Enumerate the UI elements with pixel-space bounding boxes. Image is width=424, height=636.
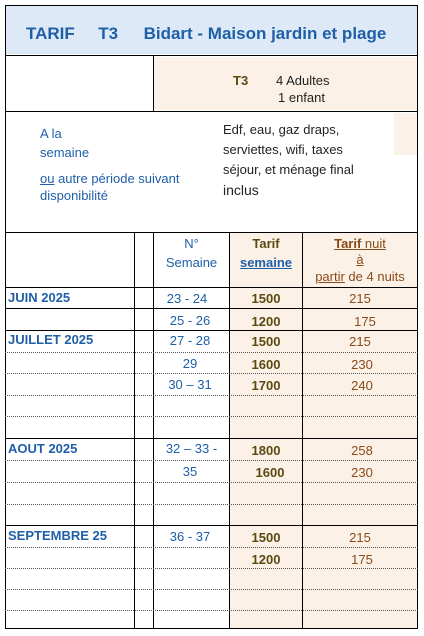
header-tarif-line1: Tarif [252,236,280,251]
row-divider [5,373,418,374]
col-divider-1 [134,232,135,629]
night-cell: 240 [351,378,373,393]
header-week-line1: N° [184,236,199,251]
header-night-a: à [356,252,364,267]
header-night-partir: partir [315,269,345,284]
header-night-line3 [303,269,417,284]
title-tarif: TARIF [26,24,75,43]
summary-children: 1 enfant [278,90,325,105]
night-cell: 258 [351,443,373,458]
night-cell: 215 [349,334,371,349]
header-tarif-line2: semaine [239,255,293,270]
month-juin: JUIN 2025 [8,290,71,305]
note-line-2: semaine [40,145,90,160]
note-line-3-rest: autre période suivant [54,171,180,186]
week-cell: 35 [182,464,198,479]
row-divider [5,330,418,331]
row-divider [5,568,418,569]
included-line-1: Edf, eau, gaz draps, [223,122,340,137]
summary-unit: T3 [233,73,249,88]
title-t3: T3 [98,24,119,43]
night-cell: 215 [349,530,371,545]
row-divider [5,547,418,548]
row-divider [5,589,418,590]
included-line-4: inclus [223,182,259,198]
row-divider [5,352,418,353]
row-divider [5,525,418,526]
divider-summary [5,111,418,112]
tarif-cell: 1500 [251,291,281,306]
divider-summary-col [153,55,154,111]
header-week-line2: Semaine [165,255,218,270]
tarif-cell: 1600 [251,357,281,372]
row-divider [5,482,418,483]
row-divider [5,308,418,309]
week-cell: 25 - 26 [169,313,211,328]
tarif-cell: 1600 [255,465,285,480]
tarif-cell: 1700 [251,378,281,393]
header-night-rest: de 4 nuits [344,269,405,284]
week-cell: 36 - 37 [169,529,211,544]
month-aout: AOUT 2025 [8,441,78,456]
divider-header [5,287,418,288]
header-night-tarif: Tarif [334,236,362,251]
week-cell: 27 - 28 [169,333,211,348]
divider-included [5,232,418,233]
row-divider [5,438,418,439]
tarif-cell: 1500 [251,530,281,545]
row-divider [5,504,418,505]
month-juillet: JUILLET 2025 [8,332,94,347]
summary-adults: 4 Adultes [276,73,330,88]
title-location: Bidart - Maison jardin et plage [143,24,387,43]
week-cell: 23 - 24 [166,291,208,306]
note-ou: ou [40,171,55,186]
tarif-cell: 1500 [251,334,281,349]
week-cell: 32 – 33 - [165,441,218,456]
header-night-line1 [303,236,417,251]
tarif-cell: 1200 [251,552,281,567]
row-divider [5,610,418,611]
note-line-4: disponibilité [40,188,108,203]
week-cell: 30 – 31 [168,377,212,392]
night-cell: 215 [349,291,371,306]
included-line-3: séjour, et ménage final [223,162,354,177]
night-cell: 175 [351,552,373,567]
night-cell: 230 [351,465,373,480]
week-cell: 29 [182,356,198,371]
note-line-1: A la [40,126,62,141]
row-divider [5,460,418,461]
page-title [26,24,386,44]
header-night-suffix: nuit [361,236,386,251]
night-cell: 230 [351,357,373,372]
note-line-3 [40,171,180,186]
tarif-cell: 1200 [251,314,281,329]
tarif-cell: 1800 [251,443,281,458]
included-line-2: serviettes, wifi, taxes [223,142,343,157]
divider-title [5,55,418,56]
night-cell: 175 [354,314,376,329]
row-divider [5,416,418,417]
row-divider [5,395,418,396]
month-septembre: SEPTEMBRE 25 [8,528,107,543]
